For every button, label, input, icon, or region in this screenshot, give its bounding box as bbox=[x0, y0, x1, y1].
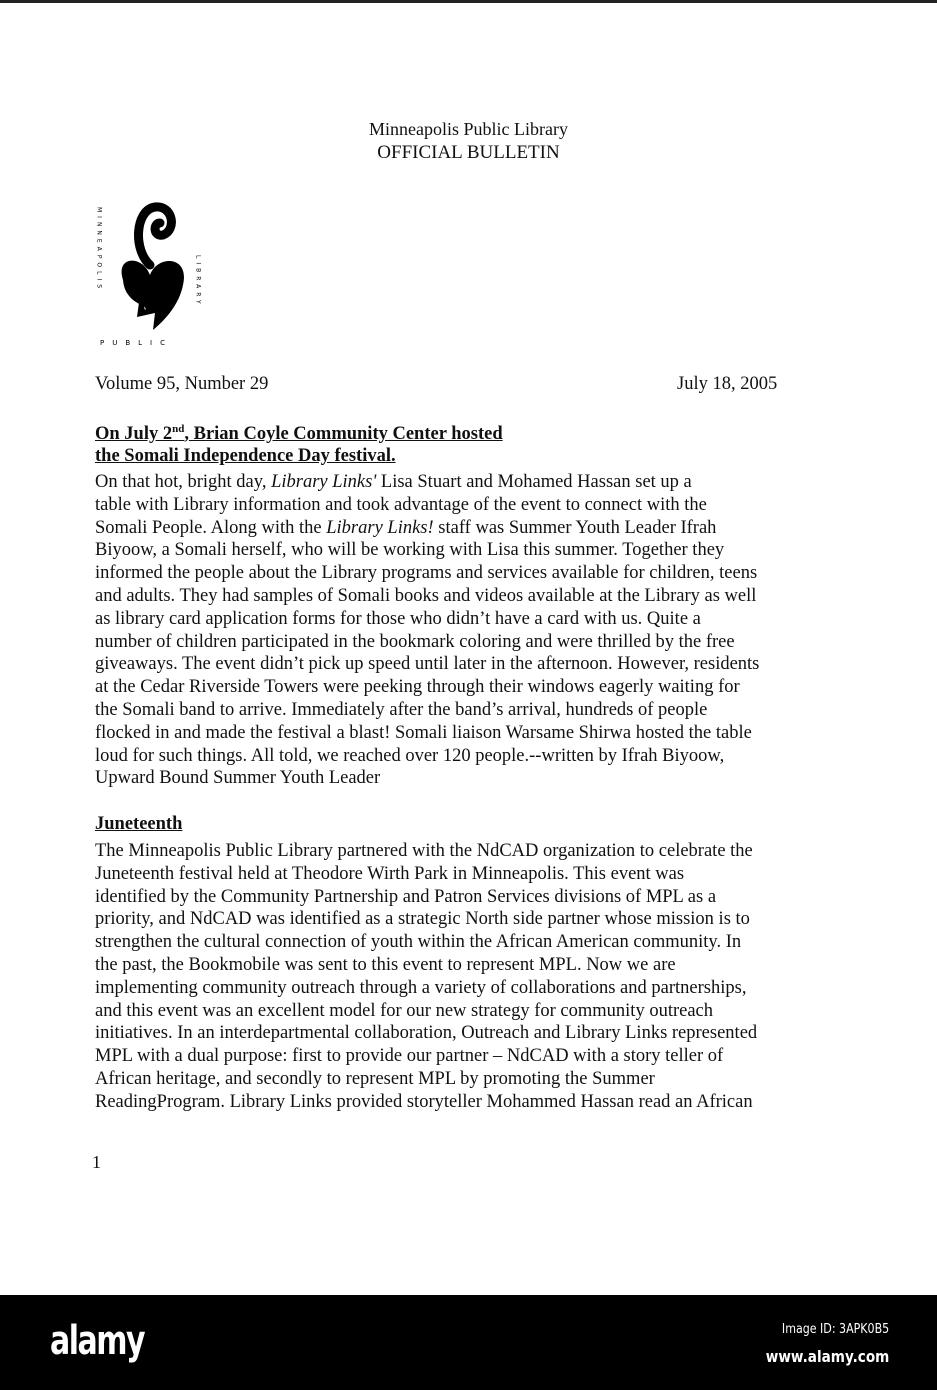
body-line bbox=[95, 977, 757, 1000]
body-line bbox=[95, 1022, 757, 1045]
body-line bbox=[95, 494, 759, 517]
volume-number: Volume 95, Number 29 bbox=[95, 374, 269, 394]
body-text: African heritage, and secondly to represent MPL by promoting the Summer bbox=[95, 1068, 655, 1089]
body-text: Juneteenth festival held at Theodore Wirth Park in Minneapolis. This event was bbox=[95, 863, 685, 884]
body-line bbox=[95, 631, 759, 654]
body-line bbox=[95, 745, 759, 768]
issue-date: July 18, 2005 bbox=[677, 374, 778, 394]
heading-sup: nd bbox=[172, 423, 185, 435]
body-line bbox=[95, 471, 759, 494]
article2-heading: Juneteenth bbox=[95, 814, 183, 834]
body-text: loud for such things. All told, we reached over 120 people.--written by Ifrah Biyoow, bbox=[95, 745, 725, 766]
bulletin-title: OFFICIAL BULLETIN bbox=[377, 142, 560, 163]
body-text: as library card application forms for those who didn’t have a card with us. Quite a bbox=[95, 608, 701, 629]
body-text: flocked in and made the festival a blast! Somali liaison Warsame Shirwa hosted the table bbox=[95, 722, 752, 743]
italic-text: Library Links! bbox=[326, 517, 434, 538]
body-line bbox=[95, 699, 759, 722]
watermark-url: www.alamy.com bbox=[765, 1347, 889, 1366]
body-text: Somali People. Along with the bbox=[95, 517, 327, 538]
body-text: Biyoow, a Somali herself, who will be working with Lisa this summer. Together they bbox=[95, 540, 725, 561]
body-text: identified by the Community Partnership and Patron Services divisions of MPL as a bbox=[95, 886, 717, 907]
body-line bbox=[95, 840, 757, 863]
body-line bbox=[95, 676, 759, 699]
body-line bbox=[95, 608, 759, 631]
body-text: Upward Bound Summer Youth Leader bbox=[95, 768, 381, 789]
svg-text:PUBLIC: PUBLIC bbox=[100, 339, 173, 347]
body-text: implementing community outreach through a variety of collaborations and partnerships, bbox=[95, 977, 747, 998]
scan-edge bbox=[0, 0, 937, 3]
body-text: ReadingProgram. Library Links provided storyteller Mohammed Hassan read an African bbox=[95, 1091, 753, 1112]
body-text: the Somali band to arrive. Immediately after the band’s arrival, hundreds of people bbox=[95, 699, 708, 720]
body-text: staff was Summer Youth Leader Ifrah bbox=[433, 517, 717, 538]
body-text: number of children participated in the bookmark coloring and were thrilled by the free bbox=[95, 631, 735, 652]
body-line bbox=[95, 1091, 757, 1114]
body-text: MPL with a dual purpose: first to provide our partner – NdCAD with a story teller of bbox=[95, 1046, 724, 1067]
heading-text: On July 2 bbox=[95, 424, 173, 445]
body-line bbox=[95, 931, 757, 954]
body-line bbox=[95, 886, 757, 909]
body-text: The Minneapolis Public Library partnered with the NdCAD organization to celebrate the bbox=[95, 841, 753, 861]
body-line bbox=[95, 767, 759, 790]
heading-text: , Brian Coyle Community Center hosted bbox=[184, 424, 503, 445]
svg-text:LIBRARY: LIBRARY bbox=[194, 255, 202, 308]
body-line bbox=[95, 954, 757, 977]
body-text: strengthen the cultural connection of youth within the African American community. In bbox=[95, 932, 742, 953]
body-text: and adults. They had samples of Somali books and videos available at the Library as well bbox=[95, 585, 757, 606]
body-line bbox=[95, 653, 759, 676]
article1-heading-line1 bbox=[95, 423, 503, 445]
watermark-brand: alamy bbox=[50, 1318, 145, 1364]
body-line bbox=[95, 517, 759, 540]
body-line bbox=[95, 585, 759, 608]
body-text: giveaways. The event didn’t pick up speed until later in the afternoon. However, residents bbox=[95, 654, 760, 675]
body-line bbox=[95, 722, 759, 745]
library-logo bbox=[95, 195, 210, 350]
body-line bbox=[95, 1000, 757, 1023]
body-text: priority, and NdCAD was identified as a strategic North side partner whose mission is to bbox=[95, 909, 750, 930]
body-text: Lisa Stuart and Mohamed Hassan set up a bbox=[376, 472, 692, 492]
article1-body bbox=[95, 471, 759, 790]
body-text: and this event was an excellent model for our new strategy for community outreach bbox=[95, 1000, 714, 1021]
body-line bbox=[95, 1068, 757, 1091]
body-line bbox=[95, 863, 757, 886]
body-line bbox=[95, 562, 759, 585]
body-line bbox=[95, 1045, 757, 1068]
body-text: the past, the Bookmobile was sent to this event to represent MPL. Now we are bbox=[95, 954, 676, 975]
body-line bbox=[95, 539, 759, 562]
body-text: at the Cedar Riverside Towers were peeking through their windows eagerly waiting for bbox=[95, 677, 740, 698]
body-text: table with Library information and took advantage of the event to connect with the bbox=[95, 494, 707, 515]
org-name: Minneapolis Public Library bbox=[369, 119, 568, 139]
article1-heading-line2: the Somali Independence Day festival. bbox=[95, 446, 396, 466]
page-number: 1 bbox=[92, 1152, 101, 1172]
body-line bbox=[95, 908, 757, 931]
body-text: On that hot, bright day, bbox=[95, 472, 272, 492]
svg-text:MINNEAPOLIS: MINNEAPOLIS bbox=[95, 207, 103, 293]
body-text: informed the people about the Library programs and services available for children, teens bbox=[95, 563, 758, 584]
italic-text: Library Links' bbox=[271, 472, 377, 492]
watermark-image-id: Image ID: 3APK0B5 bbox=[781, 1322, 889, 1337]
body-text: initiatives. In an interdepartmental collaboration, Outreach and Library Links represented bbox=[95, 1023, 758, 1044]
article2-body bbox=[95, 840, 757, 1114]
